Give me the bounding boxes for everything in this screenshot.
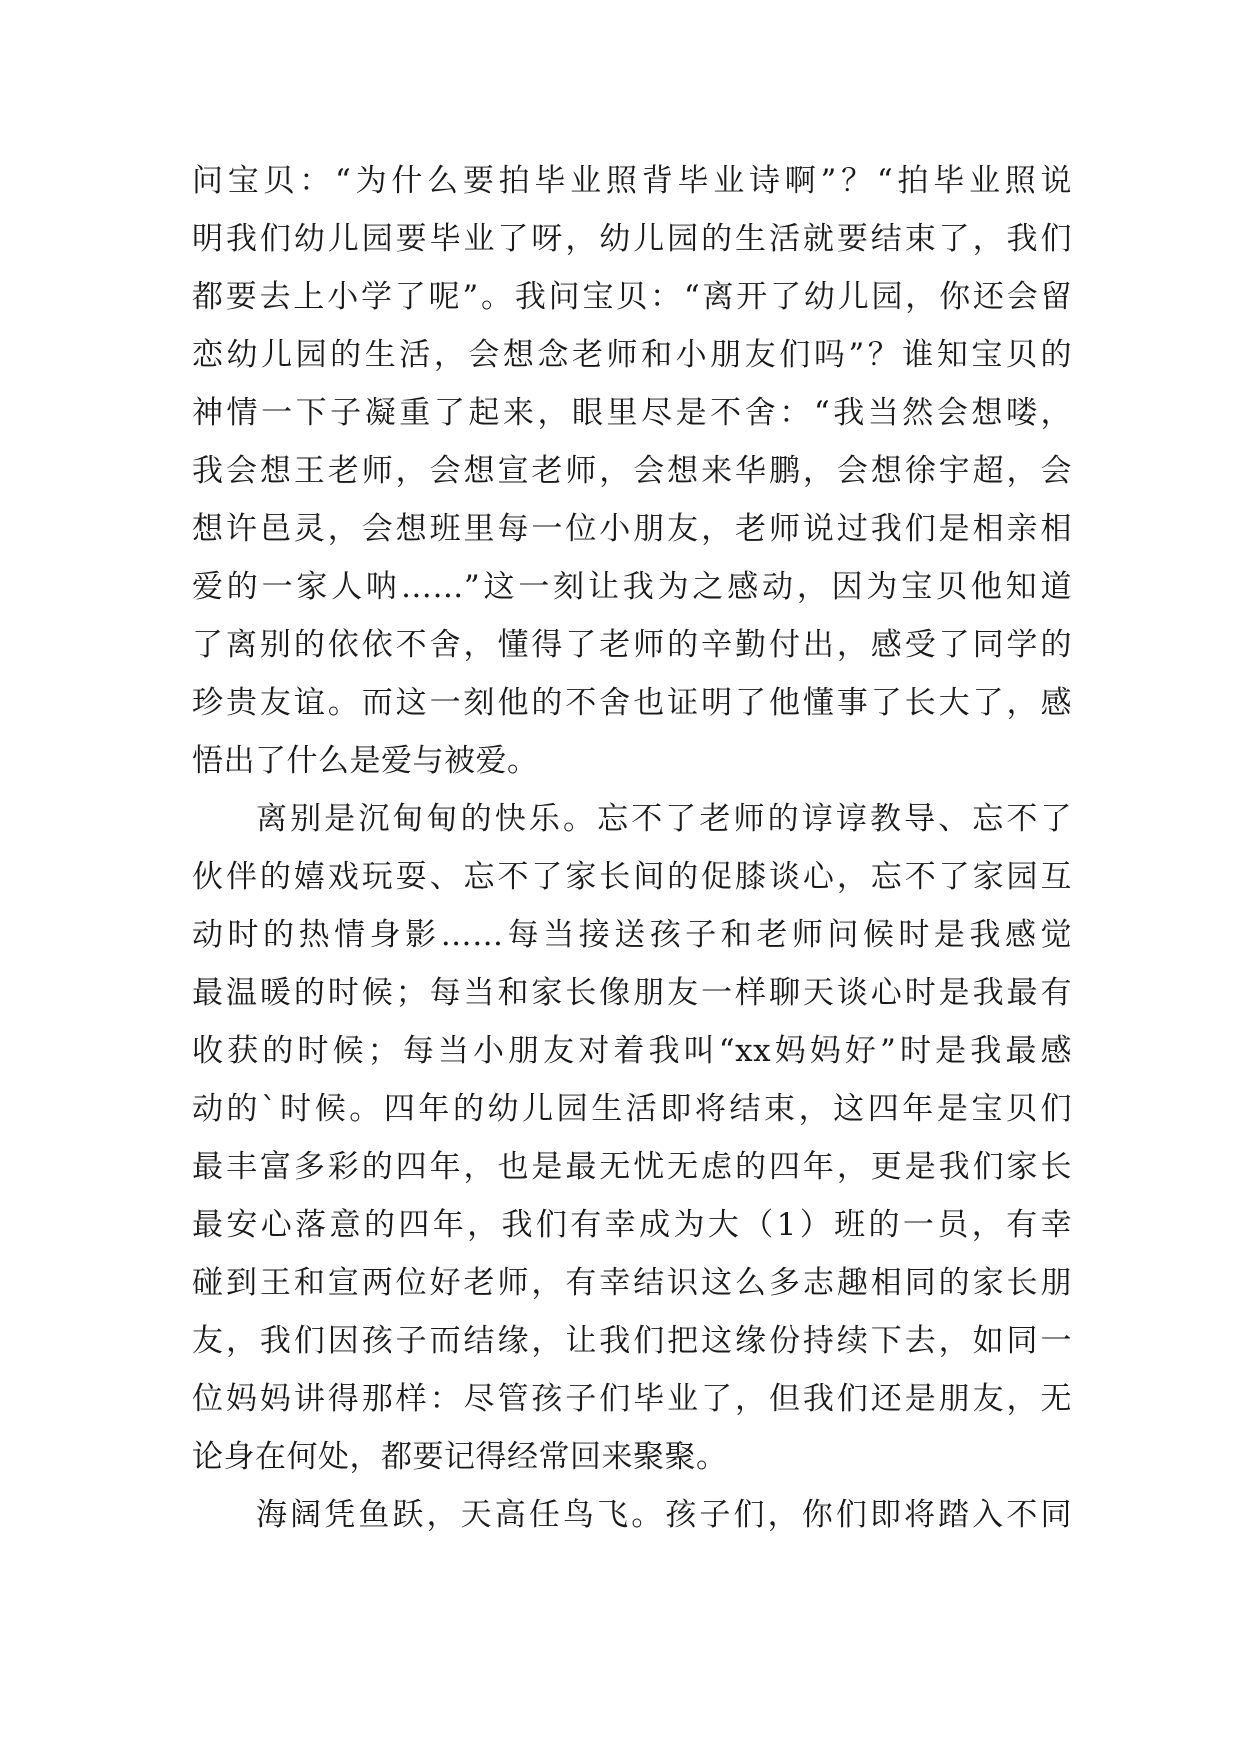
text-line: 最丰富多彩的四年，也是最无忧无虑的四年，更是我们家长 <box>192 1149 1072 1185</box>
text-line: 收获的时候；每当小朋友对着我叫“xx妈妈好”时是我最感 <box>192 1033 1072 1069</box>
text-line: 明我们幼儿园要毕业了呀，幼儿园的生活就要结束了，我们 <box>192 221 1072 257</box>
text-line: 想许邑灵，会想班里每一位小朋友，老师说过我们是相亲相 <box>192 511 1072 547</box>
text-line: 碰到王和宣两位好老师，有幸结识这么多志趣相同的家长朋 <box>192 1265 1072 1301</box>
body-text <box>192 152 1072 1544</box>
text-line: 最温暖的时候；每当和家长像朋友一样聊天谈心时是我最有 <box>192 975 1072 1011</box>
text-line: 位妈妈讲得那样：尽管孩子们毕业了，但我们还是朋友，无 <box>192 1381 1072 1417</box>
text-line: 友，我们因孩子而结缘，让我们把这缘份持续下去，如同一 <box>192 1323 1072 1359</box>
text-line: 动时的热情身影……每当接送孩子和老师问候时是我感觉 <box>192 917 1072 953</box>
text-line: 都要去上小学了呢”。我问宝贝：“离开了幼儿园，你还会留 <box>192 279 1072 315</box>
text-line: 了离别的依依不舍，懂得了老师的辛勤付出，感受了同学的 <box>192 627 1072 663</box>
paragraph-first-line: 离别是沉甸甸的快乐。忘不了老师的谆谆教导、忘不了 <box>256 801 1072 837</box>
text-line: 最安心落意的四年，我们有幸成为大（1）班的一员，有幸 <box>192 1207 1072 1243</box>
text-line: 悟出了什么是爱与被爱。 <box>192 743 539 779</box>
text-line: 恋幼儿园的生活，会想念老师和小朋友们吗”？谁知宝贝的 <box>192 337 1072 373</box>
text-line: 珍贵友谊。而这一刻他的不舍也证明了他懂事了长大了，感 <box>192 685 1072 721</box>
text-line: 动的`时候。四年的幼儿园生活即将结束，这四年是宝贝们 <box>192 1091 1072 1127</box>
text-line: 爱的一家人呐……”这一刻让我为之感动，因为宝贝他知道 <box>192 569 1072 605</box>
text-line: 我会想王老师，会想宣老师，会想来华鹏，会想徐宇超，会 <box>192 453 1072 489</box>
text-line: 伙伴的嬉戏玩耍、忘不了家长间的促膝谈心，忘不了家园互 <box>192 859 1072 895</box>
text-line: 神情一下子凝重了起来，眼里尽是不舍：“我当然会想喽， <box>192 395 1072 431</box>
text-line: 论身在何处，都要记得经常回来聚聚。 <box>192 1439 728 1475</box>
paragraph-first-line: 海阔凭鱼跃，天高任鸟飞。孩子们，你们即将踏入不同 <box>256 1497 1072 1533</box>
text-line: 问宝贝：“为什么要拍毕业照背毕业诗啊”？“拍毕业照说 <box>192 163 1072 199</box>
